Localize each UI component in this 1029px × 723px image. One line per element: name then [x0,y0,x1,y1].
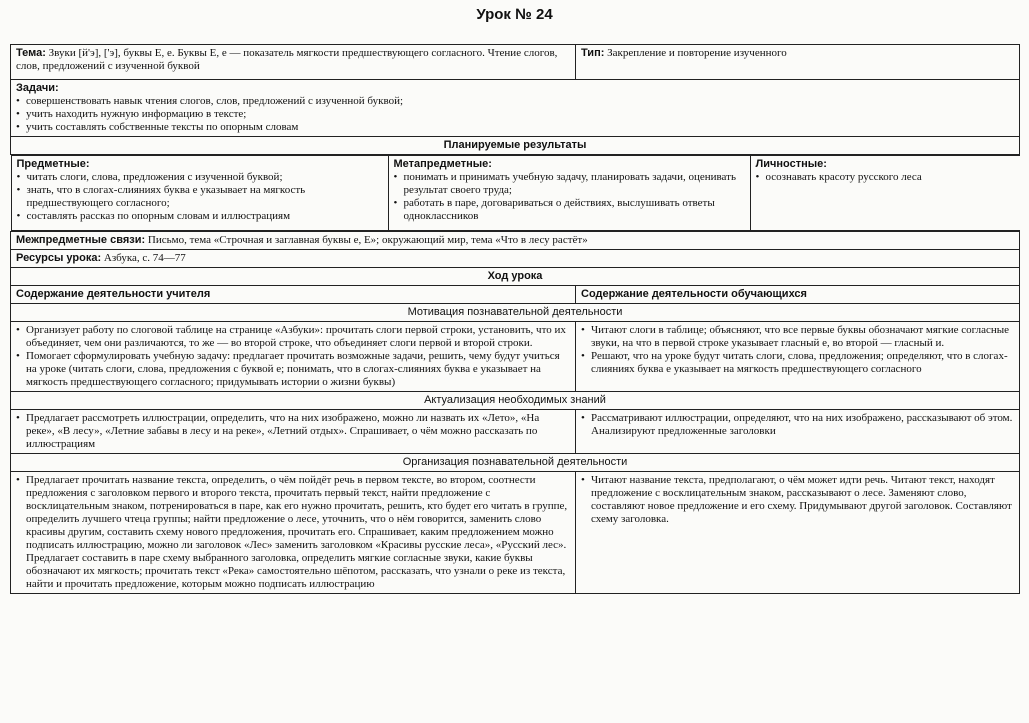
teacher-item: • Организует работу по слоговой таблице на странице «Азбуки»: прочитать слоги первой строки, установить, что их объединяет, чем они различаются, то же — во второй строке, что объединяет слоги первой и второй строки. [16,324,570,350]
stage-header-row [11,454,1020,472]
subject-list [17,171,383,223]
stage-actualization-teacher [11,410,576,454]
type-cell [576,45,1020,80]
type-text: Закрепление и повторение изученного [607,47,787,59]
interdisciplinary-cell [11,232,1020,250]
course-header: Ход урока [11,268,1020,286]
task-item: • учить составлять собственные тексты по опорным словам [16,121,1014,134]
topic-cell [11,45,576,80]
lesson-plan-table [10,44,1020,594]
stage-header-row [11,392,1020,410]
stage-organization-students [576,472,1020,594]
interdisciplinary-row [11,232,1020,250]
tasks-row [11,80,1020,137]
tasks-list [16,95,1014,134]
subject-item: • знать, что в слогах-слияниях буква е указывает на мягкость предшествующего согласного; [17,184,383,210]
resources-label: Ресурсы урока: [16,252,102,264]
meta-results [388,156,750,231]
planned-results-cell [11,155,1020,232]
subject-results [11,156,388,231]
teacher-item: • Предлагает рассмотреть иллюстрации, определить, что на них изображено, можно ли назвать их «Лето», «На реке», «В лесу», «Летние забавы в лесу и на реке», «Летний отдых». Спрашивает, о чём можно рассказать по иллюстрациям [16,412,570,451]
lesson-title: Урок № 24 [476,6,553,23]
stage-actualization-students [576,410,1020,454]
students-item: • Решают, что на уроке будут читать слоги, слова, предложения; определяют, что в слогах-слияниях буква е указывает на мягкость предшествующего согласного [581,350,1014,376]
students-item: • Рассматривают иллюстрации, определяют, что на них изображено, рассказывают об этом. Анализируют предложенные заголовки [581,412,1014,438]
resources-cell [11,250,1020,268]
interdisciplinary-text: Письмо, тема «Строчная и заглавная буквы е, Е»; окружающий мир, тема «Что в лесу растёт» [147,234,588,246]
tasks-cell [11,80,1020,137]
stage-motivation-row [11,322,1020,392]
meta-label: Метапредметные: [393,158,492,170]
stage-motivation-students [576,322,1020,392]
students-item: • Читают слоги в таблице; объясняют, что все первые буквы обозначают мягкие согласные звуки, на что в первой строке указывает гласный е, во второй — гласный и. [581,324,1014,350]
resources-text: Азбука, с. 74—77 [103,252,186,264]
subject-item: • читать слоги, слова, предложения с изученной буквой; [17,171,383,184]
subject-item: • составлять рассказ по опорным словам и иллюстрациям [17,210,383,223]
topic-text: Звуки [й'э], ['э], буквы Е, е. Буквы Е, е — показатель мягкости предшествующего согласного. Чтение слогов, слов, предложений с изученной буквой [16,47,558,72]
meta-item: • понимать и принимать учебную задачу, планировать задачи, оценивать результат своего труда; [394,171,745,197]
type-label: Тип: [581,47,605,59]
students-item: • Читают название текста, предполагают, о чём может идти речь. Читают текст, находят предложение с восклицательным знаком, рассказывают о лесе. Заменяют слово, составляют новое предложение и его схему. Придумывают другой заголовок. Составляют схему заголовка. [581,474,1014,526]
teacher-item: • Предлагает прочитать название текста, определить, о чём пойдёт речь в первом тексте, во втором, соотнести предложения с заголовком первого и второго текста, прочитать первый текст, найти предложение с восклицательным знаком, потренироваться в паре, как его нужно прочитать, решить, кто будет его читать в группе, определить лучшего чтеца группы; найти предложение о лесе, уточнить, что о нём говорится, заменить слово красивы другим, составить схему нового предложения, прочитать его. Спрашивает, каким предложением можно подписать иллюстрацию, можно ли заголовок «Лес» заменить заголовком «Красивы русские леса», «Русский лес». Предлагает составить в паре схему выбранного заголовка, определить мягкие согласные звуки, какие буквы обозначают их мягкость; прочитать текст «Река» самостоятельно шёпотом, рассказать, что узнали о реке из текста, найти и прочитать предложение, которым можно подписать иллюстрацию [16,474,570,591]
students-column-header: Содержание деятельности обучающихся [576,286,1020,304]
topic-label: Тема: [16,47,46,59]
task-item: • совершенствовать навык чтения слогов, слов, предложений с изученной буквой; [16,95,1014,108]
stage-header-row [11,304,1020,322]
activity-headers-row [11,286,1020,304]
personal-results [750,156,1020,231]
topic-row [11,45,1020,80]
stage-organization-header: Организация познавательной деятельности [11,454,1020,472]
teacher-item: • Помогает сформулировать учебную задачу: предлагает прочитать возможные задачи, решить, чему будут учиться на уроке (читать слоги, слова, предложения с буквой е; понимать, что в слогах-слияниях буква е указывает на мягкость предшествующего согласного; придумывать истории о жизни буквы) [16,350,570,389]
planned-results-header-row [11,137,1020,155]
teacher-column-header: Содержание деятельности учителя [11,286,576,304]
course-header-row [11,268,1020,286]
planned-results-row [11,155,1020,232]
personal-list [756,171,1016,184]
task-item: • учить находить нужную информацию в тексте; [16,108,1014,121]
meta-list [394,171,745,223]
stage-actualization-header: Актуализация необходимых знаний [11,392,1020,410]
meta-item: • работать в паре, договариваться о действиях, выслушивать ответы одноклассников [394,197,745,223]
planned-results-inner [11,155,1021,231]
resources-row [11,250,1020,268]
stage-organization-teacher [11,472,576,594]
planned-results-header: Планируемые результаты [11,137,1020,155]
subject-label: Предметные: [16,158,90,170]
interdisciplinary-label: Межпредметные связи: [16,234,146,246]
personal-item: • осознавать красоту русского леса [756,171,1016,184]
tasks-label: Задачи: [16,82,59,94]
personal-label: Личностные: [755,158,827,170]
stage-organization-row [11,472,1020,594]
stage-actualization-row [11,410,1020,454]
stage-motivation-teacher [11,322,576,392]
stage-motivation-header: Мотивация познавательной деятельности [11,304,1020,322]
